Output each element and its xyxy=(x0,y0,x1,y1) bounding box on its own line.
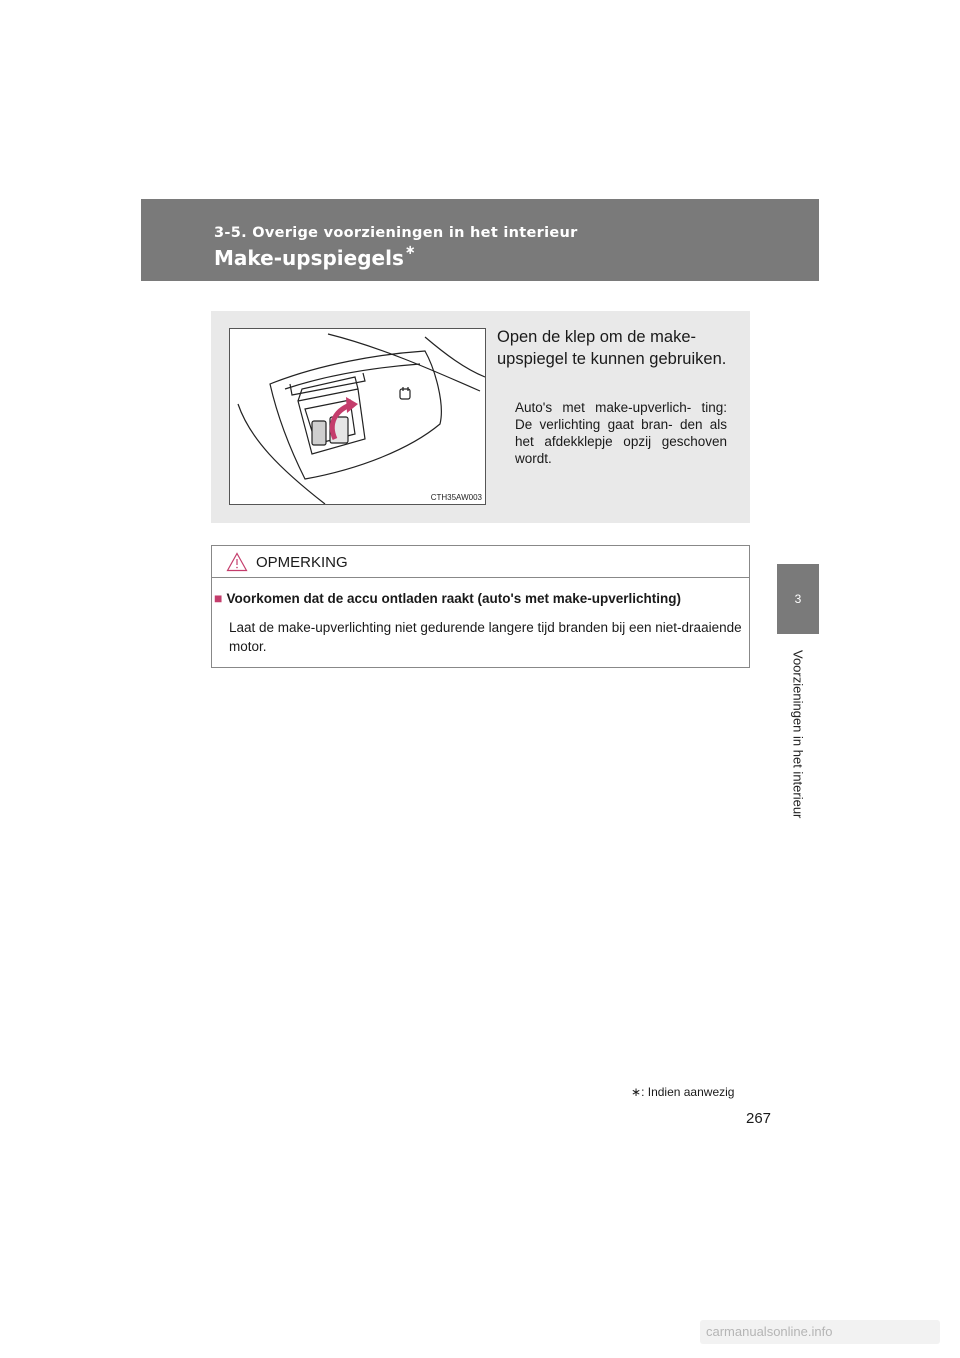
notice-heading-text: Voorkomen dat de accu ontladen raakt (auto's met make-upverlichting) xyxy=(226,591,682,606)
footnote-text: : Indien aanwezig xyxy=(641,1085,735,1099)
chapter-side-label xyxy=(790,650,806,830)
page-number: 267 xyxy=(746,1110,772,1127)
notice-bullet: ■ xyxy=(214,590,223,606)
notice-header xyxy=(212,546,749,578)
title-footnote-mark: ∗ xyxy=(404,243,416,258)
notice-label: OPMERKING xyxy=(256,554,348,571)
figure-code: CTH35AW003 xyxy=(430,493,482,502)
chapter-side-text: Voorzieningen in het interieur xyxy=(790,650,806,819)
notice-heading xyxy=(214,590,744,606)
section-label: 3-5. Overige voorzieningen in het interieur xyxy=(214,225,578,241)
page-title xyxy=(214,243,416,270)
section-header xyxy=(141,199,819,281)
sun-visor-drawing xyxy=(230,329,485,504)
notice-box xyxy=(211,545,750,668)
vanity-mirror-illustration xyxy=(229,328,486,505)
footnote-mark: ∗ xyxy=(631,1085,642,1099)
page-title-text: Make-upspiegels xyxy=(214,246,404,270)
warning-triangle-icon xyxy=(226,552,248,572)
watermark xyxy=(700,1320,940,1344)
instruction-note: Auto's met make-upverlich- ting: De verlichting gaat bran- den als het afdekklepje opzij geschoven wordt. xyxy=(515,400,727,466)
instruction-text: Open de klep om de make-upspiegel te kunnen gebruiken. xyxy=(497,328,727,368)
info-panel xyxy=(211,311,750,523)
notice-body: Laat de make-upverlichting niet gedurende langere tijd branden bij een niet-draaiende motor. xyxy=(229,620,742,654)
watermark-text: carmanualsonline.info xyxy=(706,1324,833,1339)
footnote xyxy=(631,1085,734,1099)
chapter-tab: 3 xyxy=(777,564,819,634)
